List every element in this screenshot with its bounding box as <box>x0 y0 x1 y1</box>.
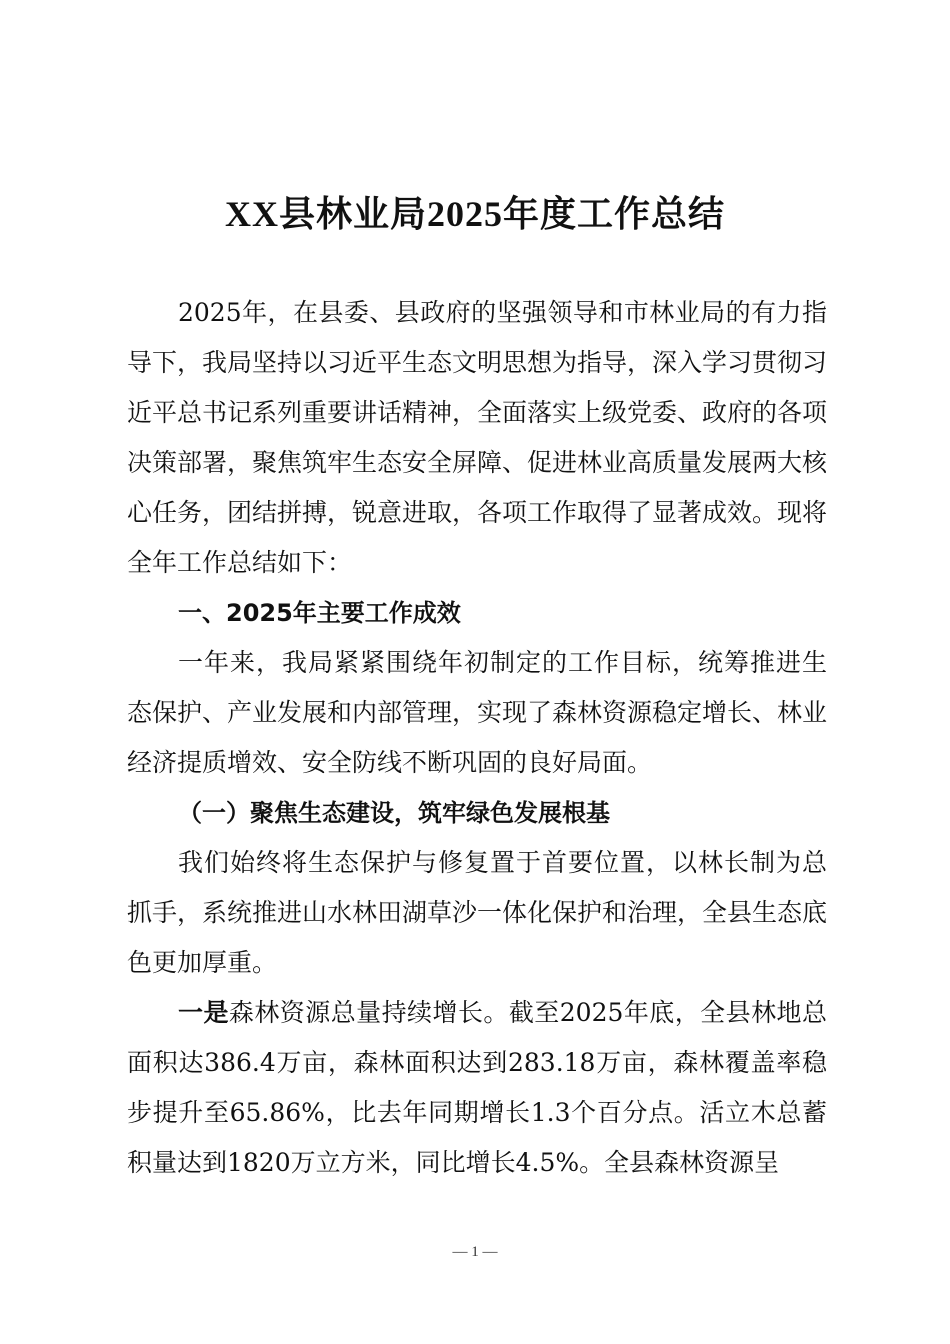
point-paragraph <box>127 988 827 1188</box>
section-paragraph: 一年来，我局紧紧围绕年初制定的工作目标，统筹推进生态保护、产业发展和内部管理，实现了森林资源稳定增长、林业经济提质增效、安全防线不断巩固的良好局面。 <box>127 648 828 777</box>
page-number: — 1 — <box>452 1244 498 1260</box>
document-body <box>127 288 827 1188</box>
document-title: XX县林业局2025年度工作总结 <box>225 194 725 234</box>
point-text: 森林资源总量持续增长。截至2025年底，全县林地总面积达386.4万亩，森林面积达到283.18万亩，森林覆盖率稳步提升至65.86%，比去年同期增长1.3个百分点。活立木总蓄积量达到1820万立方米，同比增长4.5%。全县森林资源呈 <box>127 998 827 1177</box>
intro-paragraph: 2025年，在县委、县政府的坚强领导和市林业局的有力指导下，我局坚持以习近平生态文明思想为指导，深入学习贯彻习近平总书记系列重要讲话精神，全面落实上级党委、政府的各项决策部署，聚焦筑牢生态安全屏障、促进林业高质量发展两大核心任务，团结拼搏，锐意进取，各项工作取得了显著成效。现将全年工作总结如下： <box>127 298 828 577</box>
point-lead: 一是 <box>178 998 229 1027</box>
subsection-paragraph: 我们始终将生态保护与修复置于首要位置，以林长制为总抓手，系统推进山水林田湖草沙一体化保护和治理，全县生态底色更加厚重。 <box>127 848 828 977</box>
section-heading: 一、2025年主要工作成效 <box>178 599 461 627</box>
subsection-heading: （一）聚焦生态建设，筑牢绿色发展根基 <box>178 799 610 827</box>
